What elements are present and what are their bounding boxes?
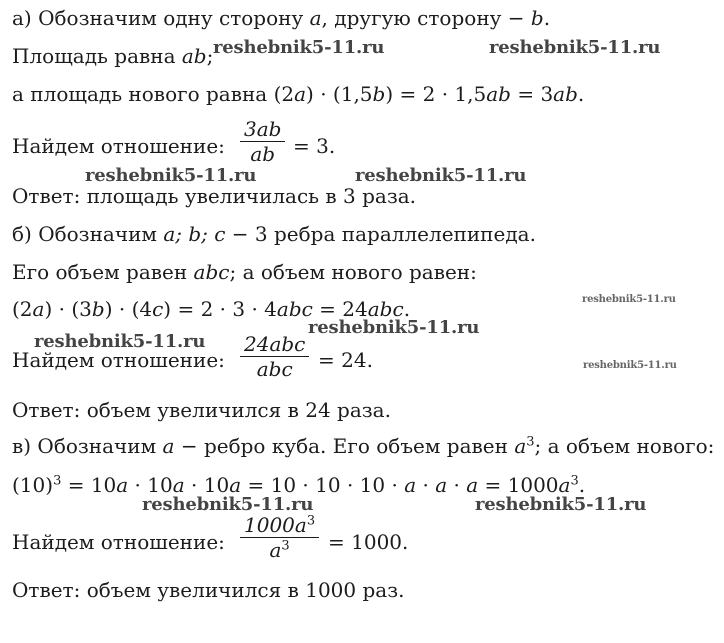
vars: a; b; c	[163, 222, 226, 246]
text: Площадь равна	[12, 44, 182, 68]
exponent: 3	[306, 513, 316, 529]
var: a	[172, 473, 185, 497]
text: = 24	[312, 297, 368, 321]
watermark: reshebnik5-11.ru	[475, 494, 647, 515]
part-a-ratio-label: Найдем отношение:	[12, 134, 225, 158]
var: c	[152, 297, 164, 321]
var: a	[404, 473, 417, 497]
part-b-ratio-result: = 24.	[318, 348, 373, 372]
var-ab: ab	[181, 44, 207, 68]
fraction-denominator: abc	[256, 357, 293, 381]
text: − 3 ребра параллелепипеда.	[225, 222, 536, 246]
text: ·	[447, 473, 467, 497]
fraction-numerator	[240, 513, 319, 538]
var-a: a	[309, 6, 322, 30]
watermark: reshebnik5-11.ru	[582, 294, 676, 305]
watermark: reshebnik5-11.ru	[355, 165, 527, 186]
watermark: reshebnik5-11.ru	[142, 494, 314, 515]
fraction-numerator: 24abc	[240, 332, 309, 357]
text: ) · (4	[104, 297, 153, 321]
var: a	[514, 434, 527, 458]
part-a-fraction	[240, 117, 285, 166]
text: ) = 2 · 3 · 4	[163, 297, 277, 321]
text: · 10	[184, 473, 230, 497]
text: (2	[12, 297, 33, 321]
part-b-line-2	[12, 260, 477, 284]
text: , другую сторону −	[321, 6, 531, 30]
watermark: reshebnik5-11.ru	[85, 165, 257, 186]
text: а) Обозначим одну сторону	[12, 6, 310, 30]
fraction-denominator: ab	[250, 142, 276, 166]
part-a-ratio-result: = 3.	[293, 134, 336, 158]
part-c-fraction	[240, 513, 319, 562]
part-a-line-3	[12, 82, 584, 106]
text: а площадь нового равна (2	[12, 82, 295, 106]
var: a	[435, 473, 448, 497]
exponent: 3	[526, 434, 535, 450]
text: .	[578, 473, 586, 497]
text: ·	[416, 473, 436, 497]
part-a-answer: Ответ: площадь увеличилась в 3 раза.	[12, 184, 417, 208]
text: ) · (3	[44, 297, 92, 321]
text: .	[403, 297, 411, 321]
text: = 3	[510, 82, 554, 106]
var: abc	[367, 297, 404, 321]
var-b: b	[530, 6, 544, 30]
part-c-answer: Ответ: объем увеличился в 1000 раз.	[12, 578, 405, 602]
text: (10)	[12, 473, 54, 497]
watermark: reshebnik5-11.ru	[583, 360, 677, 371]
watermark: reshebnik5-11.ru	[308, 317, 480, 338]
text: Его объем равен	[12, 260, 194, 284]
part-b-ratio-label: Найдем отношение:	[12, 348, 225, 372]
var: b	[372, 82, 386, 106]
fraction-denominator	[240, 538, 319, 562]
text: .	[577, 82, 585, 106]
text: ; а объем нового:	[534, 434, 715, 458]
part-c-line-1	[12, 434, 714, 458]
exponent: 3	[570, 473, 579, 489]
var: a	[162, 434, 175, 458]
text: ; а объем нового равен:	[229, 260, 477, 284]
part-b-answer: Ответ: объем увеличился в 24 раза.	[12, 398, 391, 422]
exponent: 3	[281, 538, 290, 554]
part-c-ratio-result: = 1000.	[328, 530, 409, 554]
part-b-line-1	[12, 222, 536, 246]
var: a	[558, 473, 571, 497]
var: ab	[553, 82, 578, 106]
part-a-line-2	[12, 44, 213, 68]
text: = 1000	[478, 473, 559, 497]
var: abc	[193, 260, 230, 284]
watermark: reshebnik5-11.ru	[34, 331, 206, 352]
var: b	[91, 297, 105, 321]
part-b-fraction	[240, 332, 309, 381]
var: a	[32, 297, 45, 321]
text: ) · (1,5	[306, 82, 373, 106]
var: a	[466, 473, 479, 497]
part-c-ratio-label: Найдем отношение:	[12, 530, 225, 554]
var: ab	[486, 82, 511, 106]
exponent: 3	[53, 473, 62, 489]
text: в) Обозначим	[12, 434, 163, 458]
text: ) = 2 · 1,5	[385, 82, 487, 106]
watermark: reshebnik5-11.ru	[489, 37, 661, 58]
var: a	[294, 82, 307, 106]
text: − ребро куба. Его объем равен	[174, 434, 515, 458]
numerator-text: 1000a	[244, 513, 307, 537]
fraction-numerator: 3ab	[240, 117, 285, 142]
var: a	[116, 473, 129, 497]
text: = 10	[61, 473, 117, 497]
var: abc	[276, 297, 313, 321]
text: ;	[206, 44, 214, 68]
text: б) Обозначим	[12, 222, 164, 246]
text: · 10	[128, 473, 173, 497]
watermark: reshebnik5-11.ru	[213, 37, 385, 58]
denominator-text: a	[269, 538, 282, 562]
text: = 10 · 10 · 10 ·	[241, 473, 405, 497]
part-a-line-1	[12, 6, 550, 30]
text: .	[543, 6, 551, 30]
var: a	[229, 473, 242, 497]
